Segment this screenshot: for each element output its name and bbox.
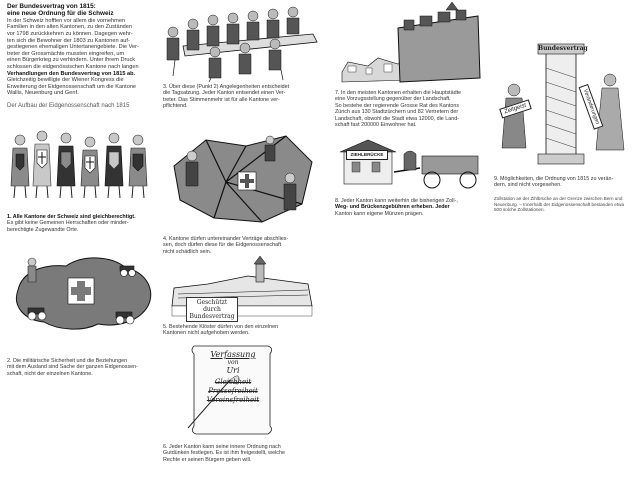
intro-paragraph <box>7 18 155 97</box>
intro-line: einen Bürgerkrieg zu verhindern. Unter ihrem Druck <box>7 57 136 64</box>
kloster-sign: Geschützt durch Bundesvertrag <box>186 297 238 322</box>
intro-heading-1: Der Bundesvertrag von 1815: <box>7 3 96 10</box>
illustration-city-privilege <box>338 6 484 86</box>
intro-line: vor 1798 zurückkehren zu können. Dagegen wehr- <box>7 31 133 37</box>
illustration-tagsatzung <box>163 6 321 82</box>
intro-line: In der Schweiz hofften vor allem die vornehmen <box>7 17 126 24</box>
intro-line: ten sich die Bewohner der 1803 zu Kantonen auf- <box>7 37 130 44</box>
illustration-treaties <box>166 126 320 230</box>
caption-4: 4. Kantone dürfen untereinander Verträge abschlies- sen, doch dürfen diese für die Eidgenossenschaft nicht schädlich sein. <box>163 236 289 255</box>
intro-line: Gleichzeitig bewilligte der Wiener Kongress die <box>7 77 124 84</box>
caption-2: 2. Die militärische Sicherheit und die Beziehungen mit dem Ausland sind Sache der ganzen Eidgenossen- schaft, nicht der einzelnen Kantone. <box>7 358 138 377</box>
caption-3: 3. Über diese (Punkt 2) Angelegenheiten entscheidet die Tagsatzung. Jeder Kanton entsendet einen Ver- treter. Das Stimmenmehr ist für alle Kantone ver- pflichtend. <box>163 84 290 110</box>
intro-line: gestiegenen ehemaligen Untertanengebiete. Die Ver- <box>7 44 139 51</box>
caption-9: 9. Möglichkeiten, die Ordnung von 1815 zu verän- dern, sind nicht vorgesehen. <box>494 176 614 189</box>
section-title: Der Aufbau der Eidgenossenschaft nach 1815 <box>7 102 130 109</box>
intro-line: Wallis, Neuenburg und Genf. <box>7 90 79 97</box>
caption-5: 5. Bestehende Klöster dürfen von den einzelnen Kantonen nicht aufgehoben werden. <box>163 324 279 337</box>
intro-line: Verhandlungen den Bundesvertrag von 1815 ab. <box>7 70 136 77</box>
caption-6: 6. Jeder Kanton kann seine innere Ordnung nach Gutdünken festlegen. Es ist ihm freigestellt, welche Rechte er seinen Bürgern geben will. <box>163 444 285 463</box>
scroll-text: Verfassung von Uri Gleichheit Pressefreiheit Vereinsfreiheit <box>206 350 260 404</box>
caption-7: 7. In den meisten Kantonen erhalten die Hauptstädte eine Vorzugsstellung gegenüber der Landschaft. So bestehe der regierende Grosse Rat des Kantons Zürich aus 130 Stadtzürchern und 82 Vertretern der Landschaft, obwohl die Stadt etwa 12000, die Land- schaft fast 200000 Einwohner hat. <box>335 90 462 129</box>
illustration-tollhouse <box>338 138 486 194</box>
zoll-sign: ZIEHLBRÜCKE <box>346 150 388 160</box>
caption-9-note: Zollstation an der Zihlbrücke an der Grenze zwischen Bern und Neuenburg. – Innerhalb der Eidgenossenschaft bestanden etwa 500 solche Zollstationen. <box>494 196 624 213</box>
ribbon-veraenderungen: Veränderungen <box>579 84 604 130</box>
intro-line: schlossen die eidgenössischen Kantone nach langen <box>7 63 139 70</box>
illustration-military-map <box>8 250 158 336</box>
intro-block <box>7 3 155 110</box>
intro-line: Familien in den alten Kantonen, zu den Zuständen <box>7 24 133 31</box>
intro-line: treter der Grossmächte mussten eingreifen, um <box>7 50 125 57</box>
intro-heading-2: eine neue Ordnung für die Schweiz <box>7 10 114 18</box>
pillar-label: Bundesvertrag <box>538 45 588 52</box>
caption-1: 1. Alle Kantone der Schweiz sind gleichberechtigt. Es gibt keine Gemeinen Herrschaften oder minder- berechtigte Zugewandte Orte. <box>7 214 136 233</box>
intro-line: Erweiterung der Eidgenossenschaft um die Kantone <box>7 83 137 90</box>
illustration-cantons-equal <box>6 128 156 200</box>
ribbon-zeitgeist: Zeitgeist <box>499 100 531 119</box>
caption-8: 8. Jeder Kanton kann weiterhin die bisherigen Zoll-, Weg- und Brückenzgebühren erheben. Jeder Kanton kann eigene Münzen prägen. <box>335 198 458 217</box>
